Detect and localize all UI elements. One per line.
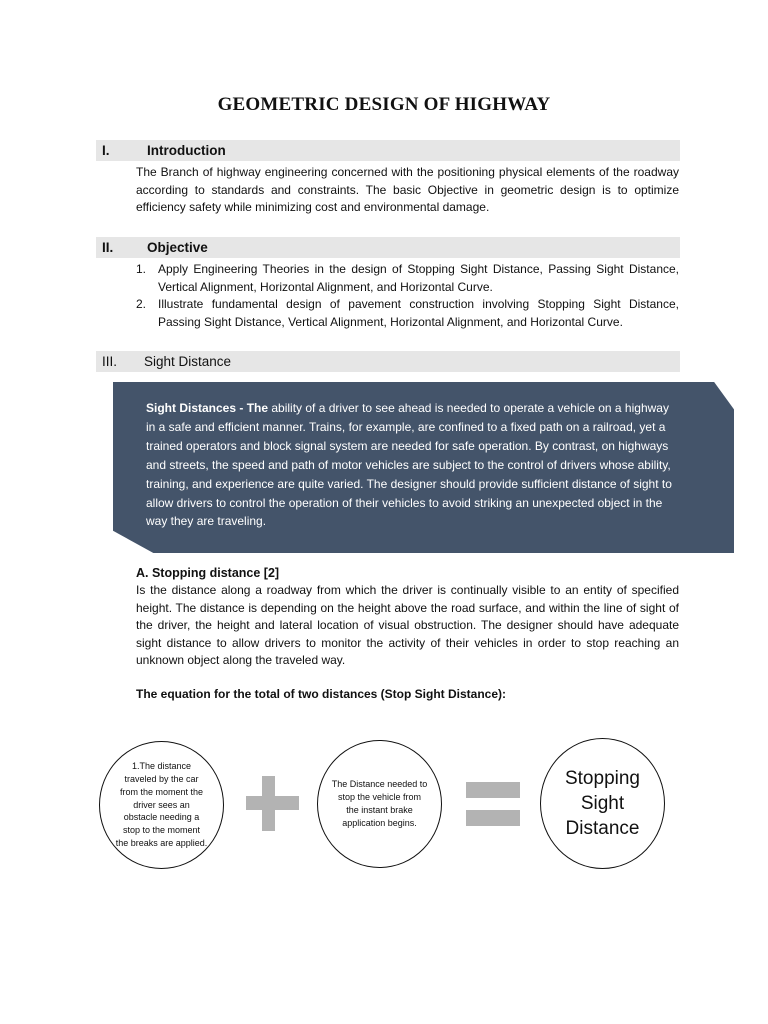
callout-text	[146, 399, 681, 531]
section-number: III.	[102, 354, 118, 369]
equation-heading: The equation for the total of two distances (Stop Sight Distance):	[136, 687, 507, 701]
list-item-number: 1.	[136, 262, 147, 276]
introduction-paragraph: The Branch of highway engineering concerned with the positioning physical elements of the roadway according to standards and constraints. The basic Objective in geometric design is to optimize efficiency safety while minimizing cost and environmental damage.	[136, 165, 679, 214]
section-label: Objective	[147, 240, 208, 255]
section-number: II.	[102, 240, 114, 255]
document-title: GEOMETRIC DESIGN OF HIGHWAY	[217, 94, 551, 115]
callout-body: ability of a driver to see ahead is needed to operate a vehicle on a highway in a safe and efficient manner. Trains, for example, are confined to a fixed path on a railroad, yet a trained operators and block signal system are needed for safe operation. By contrast, on highways and streets, the speed and path of motor vehicles are subject to the control of drivers whose ability, training, and experience are quite varied. The designer should provide sufficient distance of sight to allow drivers to control the operation of their vehicles to avoid striking an unexpected object in the way they are traveling.	[146, 401, 672, 529]
section-introduction-header	[96, 140, 680, 161]
reaction-distance-text: 1.The distance traveled by the car from the moment the driver sees an obstacle needing a stop to the moment the breaks are applied.	[115, 761, 208, 848]
section-sight-distance-header	[96, 351, 680, 372]
plus-icon	[246, 796, 299, 810]
callout-lead: Sight Distances - The	[146, 401, 269, 415]
stopping-sight-distance-text: Stopping Sight Distance	[564, 768, 640, 839]
list-item-text: Illustrate fundamental design of pavement construction involving Stopping Sight Distance, Passing Sight Distance, Vertical Alignment, Horizontal Alignment, and Horizontal Curve.	[158, 297, 679, 329]
section-number: I.	[102, 143, 110, 158]
objective-list	[136, 261, 679, 331]
list-item-number: 2.	[136, 297, 147, 311]
list-item-text: Apply Engineering Theories in the design of Stopping Sight Distance, Passing Sight Distance, Vertical Alignment, Horizontal Alignment, and Horizontal Curve.	[158, 262, 679, 294]
list-item	[136, 261, 679, 296]
equals-icon	[466, 782, 520, 798]
equals-icon	[466, 810, 520, 826]
stopping-sight-distance-circle	[540, 738, 665, 869]
braking-distance-circle	[317, 740, 442, 868]
section-label: Sight Distance	[144, 354, 232, 369]
section-objective-header	[96, 237, 680, 258]
list-item	[136, 296, 679, 331]
stopping-distance-heading: A. Stopping distance [2]	[136, 566, 280, 580]
section-label: Introduction	[147, 143, 226, 158]
reaction-distance-circle	[99, 741, 224, 869]
stopping-distance-paragraph: Is the distance along a roadway from which the driver is continually visible to an entity of specified height. The distance is depending on the height above the road surface, and within the line of sight of the driver, the height and lateral location of visual obstruction. The designer should have adequate sight distance to allow drivers to monitor the activity of their vehicles in order to stop reaching an unknown object along the traveled way.	[136, 583, 679, 667]
braking-distance-text: The Distance needed to stop the vehicle from the instant brake application begins.	[331, 779, 428, 828]
